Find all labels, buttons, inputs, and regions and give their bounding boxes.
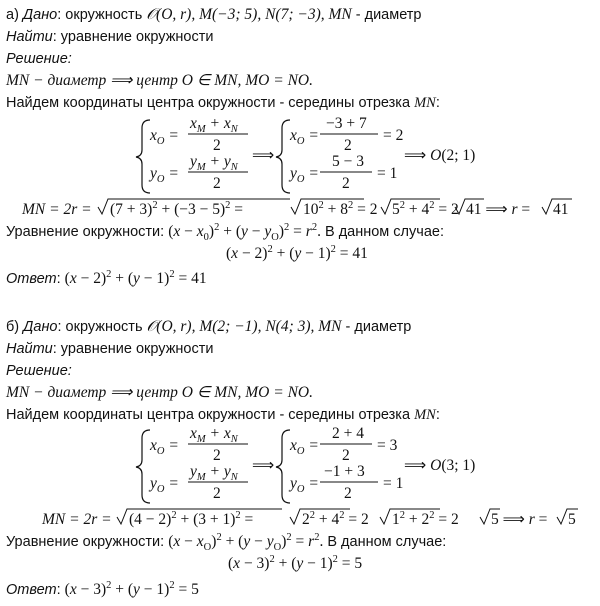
svg-text:⟹: ⟹ <box>252 457 275 474</box>
svg-text:yO =: $y_O$ = <box>150 165 179 185</box>
svg-text:= 2: = 2 <box>383 127 404 144</box>
part-b-system-numeric <box>276 425 475 503</box>
part-b-midpoint-line: Найдем координаты центра окружности - середины отрезка MN: <box>6 407 440 423</box>
svg-text:22 + 42 = 2: $2^2 + 4^2 = 2$ <box>302 510 369 528</box>
part-b-system-general <box>136 425 275 503</box>
svg-text:2: 2 <box>344 485 352 502</box>
part-a-system-general <box>136 115 275 193</box>
part-b-radius-line <box>41 509 578 528</box>
part-b-solution-label: Решение: <box>6 363 72 379</box>
svg-text:xM + xN: $x_M + x_N$ <box>190 115 238 135</box>
part-b-eq-specific: $(x - 3)^2 + (y - 1)^2 = 5$ <box>228 554 363 572</box>
svg-text:5 − 3: 5 − 3 <box>332 153 364 170</box>
svg-text:5 ⟹ r =: 5 ⟹ r = <box>491 511 548 528</box>
svg-text:xO =: $x_O$ = <box>150 127 179 147</box>
part-a-eq-specific: $(x - 2)^2 + (y - 1)^2 = 41$ <box>226 244 368 262</box>
svg-text:⟹: ⟹ <box>252 147 275 164</box>
svg-text:⟹ O(3; 1): ⟹ O(3; 1) <box>404 457 476 474</box>
svg-text:2: 2 <box>344 137 352 154</box>
svg-text:2: 2 <box>213 485 221 502</box>
svg-text:2: 2 <box>342 175 350 192</box>
svg-text:MN = 2r =: MN = 2r = <box>42 511 112 528</box>
part-a-system-numeric <box>276 115 475 193</box>
svg-text:= 3: = 3 <box>377 437 398 454</box>
svg-text:xO =: $x_O$ = <box>150 437 179 457</box>
svg-text:2: 2 <box>213 447 221 464</box>
part-b-diameter-line: MN − диаметр ⟹ центр O ∈ MN, MO = NO. <box>6 384 313 401</box>
svg-text:yO =: $y_O$ = <box>290 475 319 495</box>
svg-text:5: 5 <box>568 511 576 528</box>
part-a-midpoint-line: Найдем координаты центра окружности - середины отрезка MN: <box>6 95 440 111</box>
svg-text:12 + 22 = 2: $1^2 + 2^2 = 2$ <box>392 510 459 528</box>
svg-text:2: 2 <box>213 175 221 192</box>
svg-text:2: 2 <box>213 137 221 154</box>
svg-text:(4 − 2)2 + (3 + 1)2 =: $(4 - 2)^2 + (3 + 1)^2$ = <box>129 510 254 528</box>
part-a-answer: Ответ: $(x - 2)^2 + (y - 1)^2 = 41$ <box>6 269 207 287</box>
svg-text:yO =: $y_O$ = <box>290 165 319 185</box>
svg-text:yM + yN: $y_M + y_N$ <box>190 153 238 173</box>
svg-text:2: 2 <box>342 447 350 464</box>
svg-text:xO =: $x_O$ = <box>290 127 319 147</box>
svg-text:41 ⟹ r =: 41 ⟹ r = <box>466 201 531 218</box>
svg-text:(7 + 3)2 + (−3 − 5)2 =: $(7 + 3)^2 + (-3 - 5)^2$ = <box>110 200 244 218</box>
svg-text:= 1: = 1 <box>383 475 404 492</box>
svg-text:xM + xN: $x_M + x_N$ <box>190 425 238 445</box>
svg-text:2 + 4: 2 + 4 <box>332 425 364 442</box>
svg-text:52 + 42 = 2: $5^2 + 4^2 = 2$ <box>392 200 459 218</box>
svg-text:MN = 2r =: MN = 2r = <box>22 201 92 218</box>
svg-text:xO =: $x_O$ = <box>290 437 319 457</box>
svg-text:−1 + 3: −1 + 3 <box>324 463 365 480</box>
svg-text:102 + 82 = 2: $10^2 + 8^2 = 2$ <box>303 200 378 218</box>
svg-text:−3 + 7: −3 + 7 <box>326 115 367 132</box>
svg-text:yM + yN: $y_M + y_N$ <box>190 463 238 483</box>
svg-text:⟹ O(2; 1): ⟹ O(2; 1) <box>404 147 476 164</box>
part-a-radius-line <box>21 199 572 218</box>
part-a-eq-general: Уравнение окружности: $(x - x_0)^2 + (y - y_O)^2 = r^2$. В данном случае: <box>6 222 444 243</box>
svg-text:yO =: $y_O$ = <box>150 475 179 495</box>
svg-text:41: 41 <box>553 201 569 218</box>
part-b-eq-general: Уравнение окружности: $(x - x_O)^2 + (y - y_O)^2 = r^2$. В данном случае: <box>6 532 447 553</box>
svg-text:= 1: = 1 <box>377 165 398 182</box>
part-a-given: а) Дано: окружность 𝒪(O, r), M(−3; 5), N(7; −3), MN - диаметр <box>6 6 422 23</box>
part-b-answer: Ответ: $(x - 3)^2 + (y - 1)^2 = 5$ <box>6 580 199 598</box>
part-a-diameter-line: MN − диаметр ⟹ центр O ∈ MN, MO = NO. <box>6 72 313 89</box>
part-a-solution-label: Решение: <box>6 51 72 67</box>
part-b-given: б) Дано: окружность 𝒪(O, r), M(2; −1), N(4; 3), MN - диаметр <box>6 318 412 335</box>
part-a-find: Найти: уравнение окружности <box>6 29 214 45</box>
part-b-find: Найти: уравнение окружности <box>6 341 214 357</box>
